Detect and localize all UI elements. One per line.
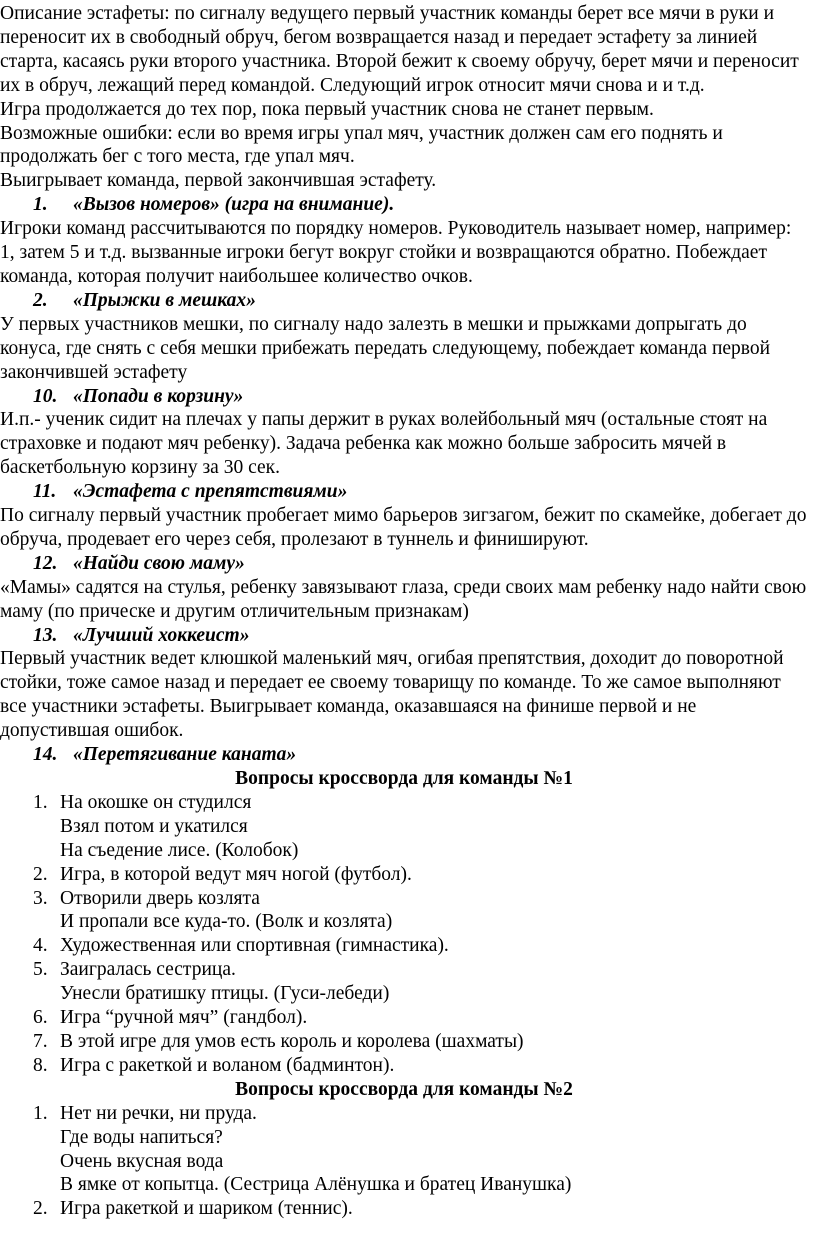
item-number: 1.: [33, 791, 48, 813]
intro-paragraph-2: Игра продолжается до тех пор, пока первый участник снова не станет первым.: [0, 98, 654, 120]
list-item: [0, 1102, 808, 1198]
section-heading: [0, 385, 808, 409]
item-line: На окошке он студился: [60, 791, 252, 813]
item-number: 4.: [33, 935, 48, 957]
list-item: [0, 1030, 808, 1054]
item-line: Очень вкусная вода: [60, 1150, 224, 1172]
item-line: Унесли братишку птицы. (Гуси-лебеди): [60, 983, 390, 1005]
item-number: 6.: [33, 1007, 48, 1029]
item-number: 2.: [33, 1198, 48, 1220]
section-heading: [0, 193, 808, 217]
item-number: 3.: [33, 887, 48, 909]
intro-paragraph-1: Описание эстафеты: по сигналу ведущего первый участник команды берет все мячи в руки и переносит их в свободный обруч, бегом возвращается назад и передает эстафету за линией старта, касаясь руки второго участника. Второй бежит к своему обручу, берет мячи и переносит их в обруч, лежащий перед командой. Следующий игрок относит мячи снова и и т.д.: [0, 3, 799, 96]
section-title: «Найди свою маму»: [73, 552, 245, 574]
section-number: 12.: [33, 552, 58, 574]
item-line: В этой игре для умов есть король и королева (шахматы): [60, 1030, 524, 1052]
section-number: 2.: [33, 289, 48, 311]
item-line: Отворили дверь козлята: [60, 887, 260, 909]
section-number: 1.: [33, 194, 48, 216]
item-number: 5.: [33, 959, 48, 981]
item-number: 1.: [33, 1102, 48, 1124]
intro-paragraph-3: Возможные ошибки: если во время игры упал мяч, участник должен сам его поднять и продолжать бег с того места, где упал мяч.: [0, 122, 723, 168]
section-title: «Эстафета с препятствиями»: [73, 481, 348, 503]
section-text: Первый участник ведет клюшкой маленький мяч, огибая препятствия, доходит до поворотной стойки, тоже самое назад и передает ее своему товарищу по команде. То же самое выполняют все участники эстафеты. Выигрывает команда, оказавшаяся на финише первой и не допустившая ошибок.: [0, 648, 784, 742]
section-heading: [0, 480, 808, 504]
crossword-1-heading: Вопросы кроссворда для команды №1: [235, 768, 573, 789]
section-text: У первых участников мешки, по сигналу надо залезть в мешки и прыжками допрыгать до конуса, где снять с себя мешки прибежать передать следующему, побеждает команда первой закончившей эстафету: [0, 313, 771, 383]
item-line: На съедение лисе. (Колобок): [60, 839, 299, 861]
item-number: 2.: [33, 863, 48, 885]
list-item: [0, 1054, 808, 1078]
item-number: 8.: [33, 1054, 48, 1076]
section-heading: [0, 743, 808, 767]
crossword-1-list: [0, 791, 808, 1078]
list-item: [0, 863, 808, 887]
item-number: 7.: [33, 1030, 48, 1052]
intro-paragraph-4: Выигрывает команда, первой закончившая эстафету.: [0, 170, 437, 192]
section-title: «Попади в корзину»: [73, 385, 244, 407]
section-title: «Лучший хоккеист»: [73, 624, 250, 646]
list-item: [0, 958, 808, 1006]
item-line: Игра с ракеткой и воланом (бадминтон).: [60, 1054, 395, 1076]
section-heading: [0, 289, 808, 313]
list-item: [0, 934, 808, 958]
item-line: Игра “ручной мяч” (гандбол).: [60, 1007, 308, 1029]
section-heading: [0, 624, 808, 648]
list-item: [0, 887, 808, 935]
list-item: [0, 1006, 808, 1030]
section-number: 10.: [33, 385, 58, 407]
section-number: 14.: [33, 744, 58, 766]
section-title: «Прыжки в мешках»: [73, 289, 256, 311]
list-item: [0, 791, 808, 863]
section-heading: [0, 552, 808, 576]
item-line: Игра, в которой ведут мяч ногой (футбол).: [60, 863, 412, 885]
item-line: Художественная или спортивная (гимнастика).: [60, 935, 449, 957]
list-item: [0, 1197, 808, 1221]
crossword-2-list: [0, 1102, 808, 1222]
section-text: По сигналу первый участник пробегает мимо барьеров зигзагом, бежит по скамейке, добегает до обруча, продевает его через себя, пролезают в туннель и финишируют.: [0, 505, 807, 550]
section-number: 11.: [33, 481, 57, 503]
item-line: Взял потом и укатился: [60, 815, 248, 837]
section-text: И.п.- ученик сидит на плечах у папы держит в руках волейбольный мяч (остальные стоят на страховке и подают мяч ребенку). Задача ребенка как можно больше забросить мячей в баскетбольную корзину за 30 сек.: [0, 409, 768, 479]
item-line: Нет ни речки, ни пруда.: [60, 1102, 257, 1124]
section-number: 13.: [33, 624, 58, 646]
item-line: И пропали все куда-то. (Волк и козлята): [60, 911, 393, 933]
section-text: «Мамы» садятся на стулья, ребенку завязывают глаза, среди своих мам ребенку надо найти свою маму (по прическе и другим отличительным признакам): [0, 576, 807, 622]
item-line: Где воды напиться?: [60, 1126, 223, 1148]
section-title: «Вызов номеров» (игра на внимание).: [73, 194, 395, 216]
crossword-2-heading: Вопросы кроссворда для команды №2: [235, 1078, 573, 1100]
item-line: Игра ракеткой и шариком (теннис).: [60, 1198, 353, 1220]
item-line: Заигралась сестрица.: [60, 959, 236, 981]
section-title: «Перетягивание каната»: [73, 744, 297, 766]
section-text: Игроки команд рассчитываются по порядку номеров. Руководитель называет номер, например: 1, затем 5 и т.д. вызванные игроки бегут вокруг стойки и возвращаются обратно. Побеждает команда, которая получит наибольшее количество очков.: [0, 218, 792, 287]
item-line: В ямке от копытца. (Сестрица Алёнушка и братец Иванушка): [60, 1174, 572, 1196]
